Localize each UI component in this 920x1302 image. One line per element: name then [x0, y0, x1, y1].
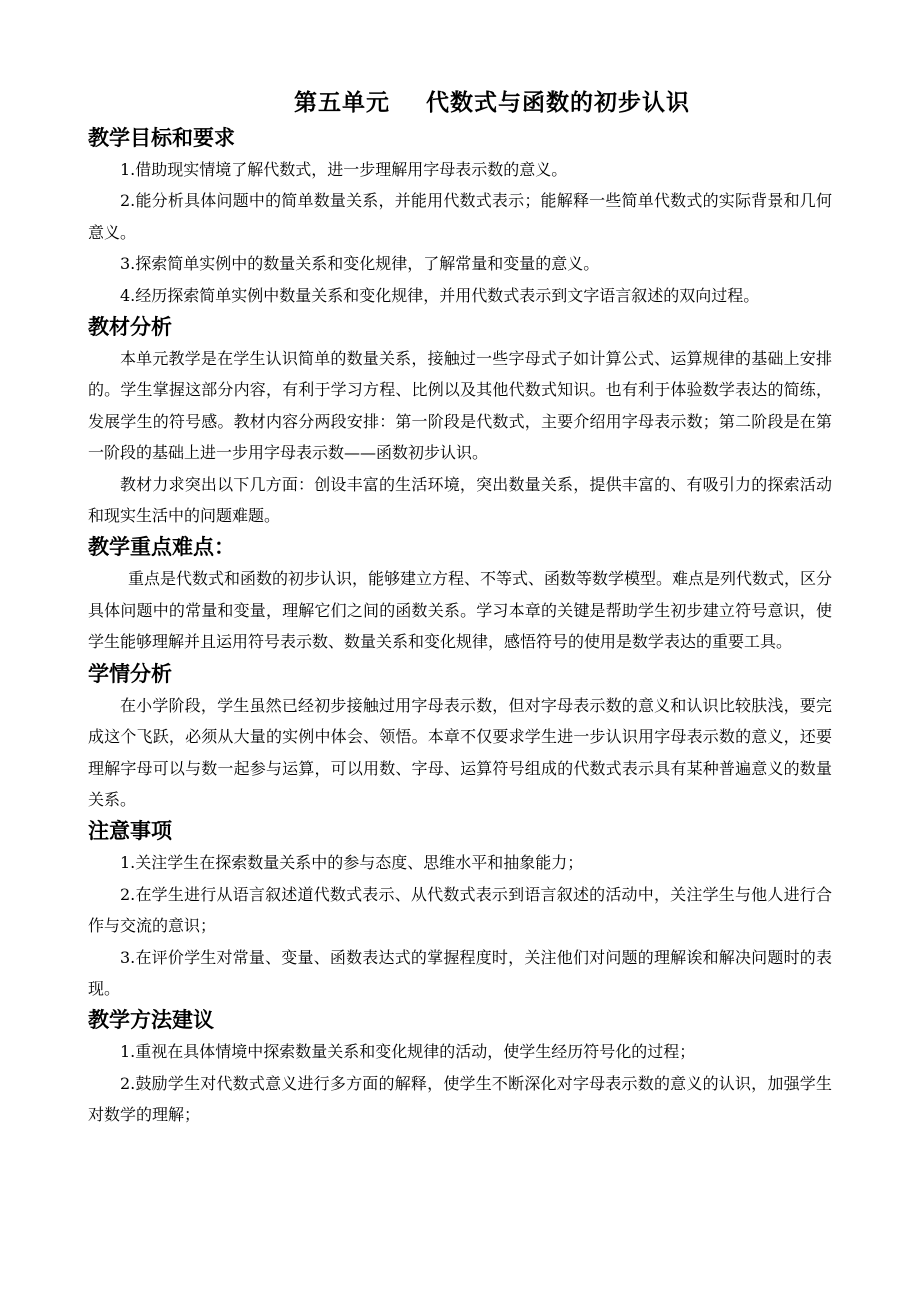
paragraph: 重点是代数式和函数的初步认识，能够建立方程、不等式、函数等数学模型。难点是列代数式，区分具体问题中的常量和变量，理解它们之间的函数关系。学习本章的关键是帮助学生初步建立符号意识，使学生能够理解并且运用符号表示数、数量关系和变化规律，感悟符号的使用是数学表达的重要工具。: [88, 569, 833, 652]
section-teaching-goals: [88, 122, 832, 311]
section-notes: [88, 815, 832, 1004]
paragraph: 1.重视在具体情境中探索数量关系和变化规律的活动，使学生经历符号化的过程；: [120, 1042, 696, 1062]
paragraph: 2.鼓励学生对代数式意义进行多方面的解释，使学生不断深化对字母表示数的意义的认识，加强学生对数学的理解；: [88, 1073, 832, 1125]
paragraph: 1.关注学生在探索数量关系中的参与态度、思维水平和抽象能力；: [120, 853, 584, 873]
section-heading: 注意事项: [88, 819, 172, 844]
section-heading: 教学方法建议: [88, 1008, 214, 1033]
section-student-analysis: [88, 658, 832, 816]
section-heading: 教学重点难点：: [88, 535, 235, 560]
section-method-suggestions: [88, 1004, 832, 1130]
document-page: [88, 84, 832, 1131]
paragraph: 在小学阶段，学生虽然已经初步接触过用字母表示数，但对字母表示数的意义和认识比较肤浅，要完成这个飞跃，必须从大量的实例中体会、领悟。本章不仅要求学生进一步认识用字母表示数的意义，还要理解字母可以与数一起参与运算，可以用数、字母、运算符号组成的代数式表示具有某种普遍意义的数量关系。: [88, 695, 832, 809]
paragraph: 4.经历探索简单实例中数量关系和变化规律，并用代数式表示到文字语言叙述的双向过程。: [120, 285, 760, 305]
paragraph: 3.在评价学生对常量、变量、函数表达式的掌握程度时，关注他们对问题的理解诶和解决问题时的表现。: [88, 947, 832, 998]
paragraph: 教材力求突出以下几方面：创设丰富的生活环境，突出数量关系，提供丰富的、有吸引力的探索活动和现实生活中的问题难题。: [88, 474, 832, 526]
section-heading: 教材分析: [88, 315, 172, 340]
section-heading: 学情分析: [88, 661, 172, 686]
paragraph: 3.探索简单实例中的数量关系和变化规律，了解常量和变量的意义。: [120, 254, 600, 274]
paragraph: 本单元教学是在学生认识简单的数量关系，接触过一些字母式子如计算公式、运算规律的基础上安排的。学生掌握这部分内容，有利于学习方程、比例以及其他代数式知识。也有利于体验数学表达的简练，发展学生的符号感。教材内容分两段安排：第一阶段是代数式，主要介绍用字母表示数；第二阶段是在第一阶段的基础上进一步用字母表示数——函数初步认识。: [88, 349, 832, 463]
section-textbook-analysis: [88, 311, 832, 531]
paragraph: 2.在学生进行从语言叙述道代数式表示、从代数式表示到语言叙述的活动中，关注学生与他人进行合作与交流的意识；: [88, 884, 832, 936]
paragraph: 2.能分析具体问题中的简单数量关系，并能用代数式表示；能解释一些简单代数式的实际背景和几何意义。: [88, 191, 832, 242]
document-title: 第五单元 代数式与函数的初步认识: [294, 90, 691, 116]
paragraph: 1.借助现实情境了解代数式，进一步理解用字母表示数的意义。: [120, 160, 568, 179]
section-key-difficulties: [88, 531, 832, 657]
section-heading: 教学目标和要求: [88, 126, 235, 150]
